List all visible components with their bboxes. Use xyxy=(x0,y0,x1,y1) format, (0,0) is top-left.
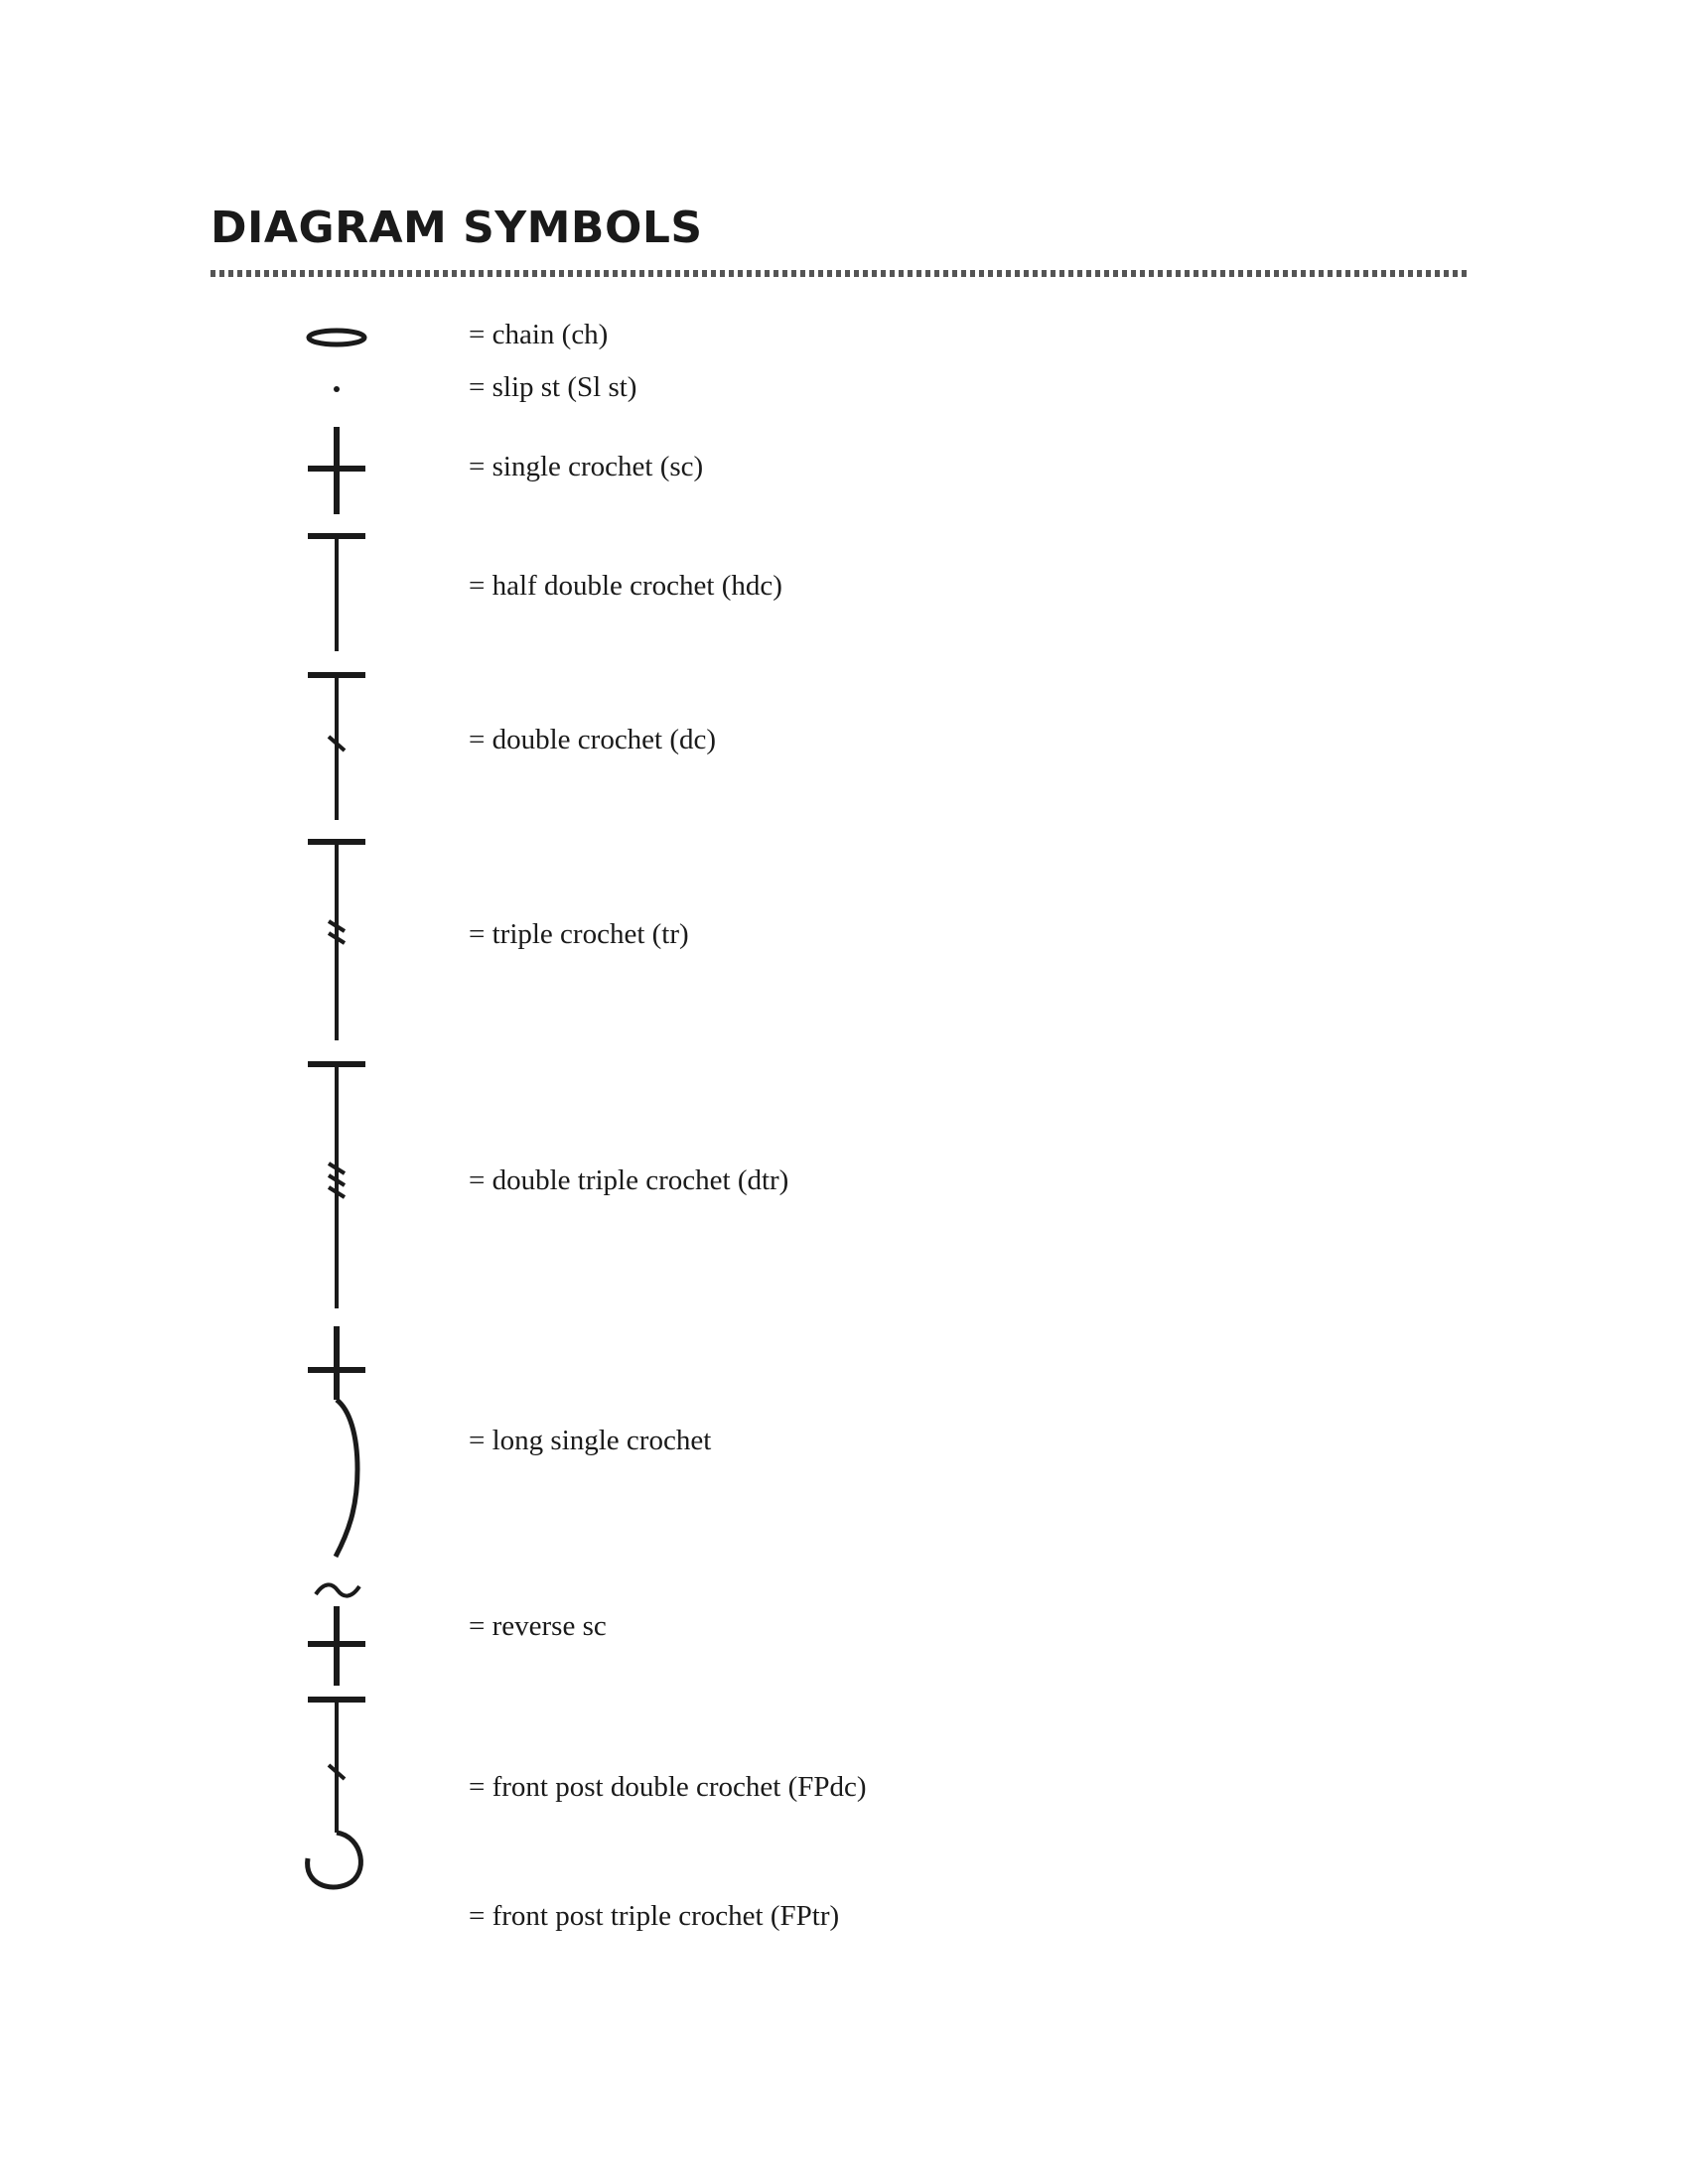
triple-crochet-icon xyxy=(308,842,365,1040)
legend-label-half-double-crochet: = half double crochet (hdc) xyxy=(469,570,782,602)
double-triple-crochet-icon xyxy=(308,1064,365,1308)
single-crochet-icon xyxy=(308,427,365,514)
legend-label-triple-crochet: = triple crochet (tr) xyxy=(469,918,689,950)
legend-label-double-crochet: = double crochet (dc) xyxy=(469,724,717,755)
legend-label-slip-stitch: = slip st (Sl st) xyxy=(469,371,637,403)
half-double-crochet-icon xyxy=(308,536,365,651)
legend-label-chain: = chain (ch) xyxy=(469,319,609,350)
legend-label-long-single-crochet: = long single crochet xyxy=(469,1425,712,1456)
legend-label-double-triple-crochet: = double triple crochet (dtr) xyxy=(469,1164,789,1196)
legend-label-single-crochet: = single crochet (sc) xyxy=(469,451,704,482)
chain-icon xyxy=(309,331,364,344)
legend-label-reverse-sc: = reverse sc xyxy=(469,1610,607,1642)
reverse-sc-icon xyxy=(308,1584,365,1686)
page-title: DIAGRAM SYMBOLS xyxy=(211,203,703,253)
legend-label-front-post-double-crochet: = front post double crochet (FPdc) xyxy=(469,1771,867,1803)
front-post-double-crochet-icon xyxy=(308,1700,365,1887)
double-crochet-icon xyxy=(308,675,365,820)
legend-label-front-post-triple-crochet: = front post triple crochet (FPtr) xyxy=(469,1900,840,1932)
slip-stitch-icon xyxy=(334,386,340,392)
long-single-crochet-icon xyxy=(308,1326,365,1557)
